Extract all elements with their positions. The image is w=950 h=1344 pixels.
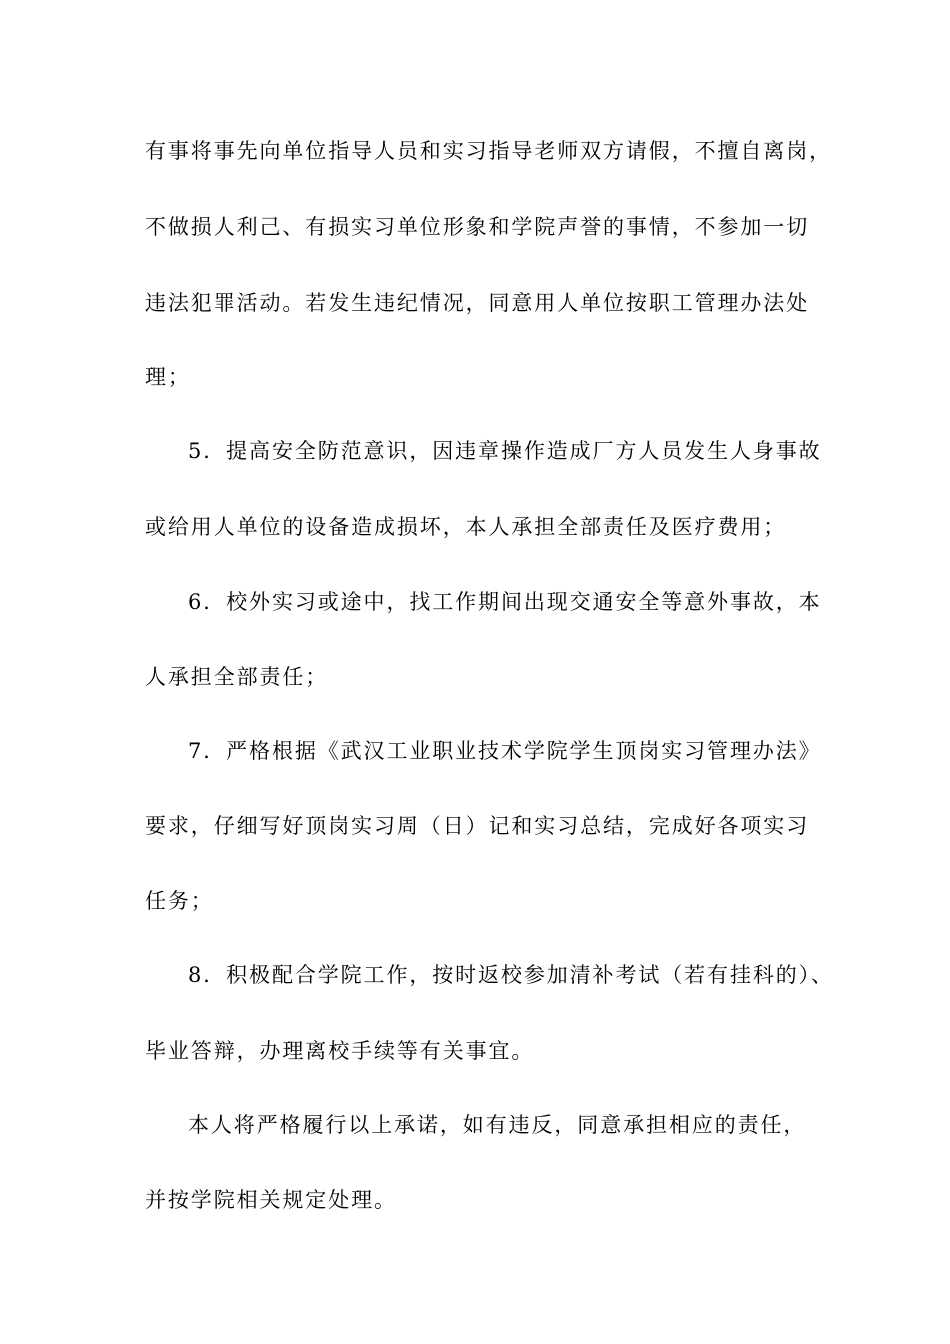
text-line: 要求，仔细写好顶岗实习周（日）记和实习总结，完成好各项实习 <box>145 814 810 838</box>
text-line: 不做损人利己、有损实习单位形象和学院声誉的事情，不参加一切 <box>145 215 810 239</box>
closing-paragraph: 本人将严格履行以上承诺，如有违反，同意承担相应的责任， <box>188 1113 807 1137</box>
text-line: 或给用人单位的设备造成损坏，本人承担全部责任及医疗费用； <box>145 515 787 539</box>
list-item-7: 7．严格根据《武汉工业职业技术学院学生顶岗实习管理办法》 <box>188 739 822 763</box>
text-line: 理； <box>145 365 191 389</box>
text-line: 违法犯罪活动。若发生违纪情况，同意用人单位按职工管理办法处 <box>145 291 810 315</box>
text-line: 人承担全部责任； <box>145 665 329 689</box>
text-line: 毕业答辩，办理离校手续等有关事宜。 <box>145 1039 535 1063</box>
list-item-8: 8．积极配合学院工作，按时返校参加清补考试（若有挂科的）、 <box>188 963 834 987</box>
text-line: 有事将事先向单位指导人员和实习指导老师双方请假，不擅自离岗， <box>145 139 832 163</box>
text-line: 并按学院相关规定处理。 <box>145 1188 397 1212</box>
list-item-5: 5．提高安全防范意识，因违章操作造成厂方人员发生人身事故 <box>188 439 822 463</box>
list-item-6: 6．校外实习或途中，找工作期间出现交通安全等意外事故，本 <box>188 590 822 614</box>
text-line: 任务； <box>145 889 214 913</box>
